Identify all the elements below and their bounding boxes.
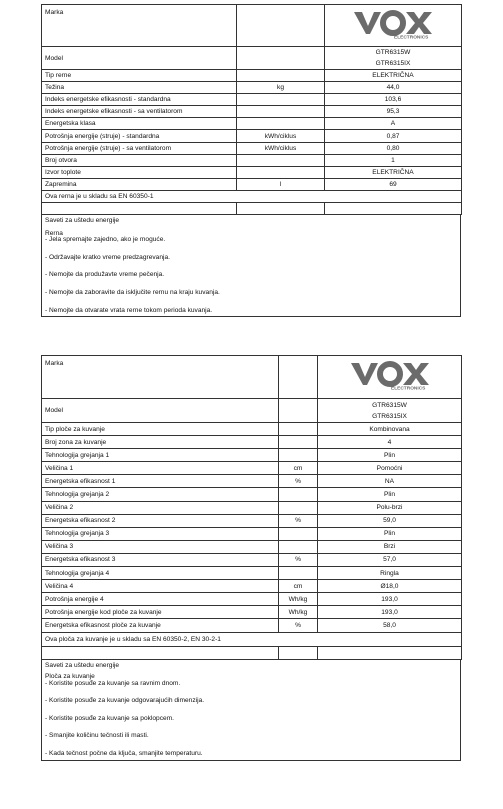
hob-spec-table xyxy=(41,355,462,660)
spec-label: Indeks energetske efikasnosti - sa ventilatorom xyxy=(42,106,237,118)
spec-value: ELEKTRIČNA xyxy=(325,70,462,82)
spec-row xyxy=(42,475,462,488)
spec-label: Energetska klasa xyxy=(42,118,237,130)
tips-title: Saveti za uštedu energije xyxy=(45,216,120,224)
spec-unit xyxy=(237,94,325,106)
spec-label: Veličina 3 xyxy=(42,540,279,553)
spec-row xyxy=(42,488,462,501)
spec-label: Broj otvora xyxy=(42,154,237,166)
spec-unit xyxy=(237,106,325,118)
brand-row xyxy=(42,356,462,399)
model-label: Model xyxy=(42,47,237,70)
spec-label: Energetska efikasnost 3 xyxy=(42,553,279,566)
spec-label: Tip ploče za kuvanje xyxy=(42,423,279,436)
spec-unit xyxy=(279,488,318,501)
spec-value: Plin xyxy=(318,527,462,540)
model-2: GTR6315IX xyxy=(375,60,411,67)
spec-unit: Wh/kg xyxy=(279,606,318,619)
standard-row xyxy=(42,190,462,202)
spec-value: Ringla xyxy=(318,567,462,580)
vox-logo xyxy=(321,360,458,390)
spec-row xyxy=(42,593,462,606)
spec-label: Energetska efikasnost ploče za kuvanje xyxy=(42,619,279,632)
spec-row xyxy=(42,142,462,154)
spec-value: 103,6 xyxy=(325,94,462,106)
spec-label: Potrošnja energije (struje) - standardna xyxy=(42,130,237,142)
tip-item: - Nemojte da zaboravite da isključite rernu na kraju kuvanja. xyxy=(45,288,220,296)
brand-label: Marka xyxy=(42,356,279,399)
tip-item: - Nemojte da otvarate vrata rerne tokom perioda kuvanja. xyxy=(45,306,213,314)
spec-value: Plin xyxy=(318,449,462,462)
standard-row xyxy=(42,632,462,646)
brand-logo-cell xyxy=(318,356,462,399)
model-1: GTR6315W xyxy=(375,49,411,56)
spec-unit: kWh/ciklus xyxy=(237,142,325,154)
spec-label: Izvor toplote xyxy=(42,166,237,178)
spec-value: 193,0 xyxy=(318,593,462,606)
standard-note: Ova rerna je u skladu sa EN 60350-1 xyxy=(42,190,462,202)
tips-subtitle: Rerna xyxy=(45,229,63,237)
spec-unit xyxy=(237,154,325,166)
spec-label: Indeks energetske efikasnosti - standardna xyxy=(42,94,237,106)
spec-unit: % xyxy=(279,475,318,488)
spec-row xyxy=(42,70,462,82)
spec-row xyxy=(42,501,462,514)
spec-row xyxy=(42,606,462,619)
svg-text:ELECTRONICS: ELECTRONICS xyxy=(390,386,425,390)
spec-row xyxy=(42,130,462,142)
spec-label: Zapremina xyxy=(42,178,237,190)
model-row xyxy=(42,47,462,70)
spec-label: Energetska efikasnost 2 xyxy=(42,514,279,527)
tip-item: - Koristite posuđe za kuvanje odgovarajućih dimenzija. xyxy=(45,697,205,705)
spec-unit xyxy=(279,567,318,580)
oven-sheet xyxy=(41,4,461,317)
hob-tips-box xyxy=(41,660,461,761)
spec-row xyxy=(42,106,462,118)
brand-logo-cell xyxy=(325,5,462,47)
brand-label: Marka xyxy=(42,5,237,47)
spec-row xyxy=(42,118,462,130)
spec-unit: l xyxy=(237,178,325,190)
model-1: GTR6315W xyxy=(372,401,407,409)
svg-text:ELECTRONICS: ELECTRONICS xyxy=(394,35,429,39)
brand-row xyxy=(42,5,462,47)
spec-value: Kombinovana xyxy=(318,423,462,436)
spec-value: Polu-brzi xyxy=(318,501,462,514)
spec-value: 44,0 xyxy=(325,82,462,94)
oven-tips-box xyxy=(41,215,461,317)
spec-label: Potrošnja energije kod ploče za kuvanje xyxy=(42,606,279,619)
spec-value: Ø18,0 xyxy=(318,580,462,593)
spec-unit: cm xyxy=(279,580,318,593)
spec-label: Veličina 2 xyxy=(42,501,279,514)
spec-row xyxy=(42,449,462,462)
spec-value: NA xyxy=(318,475,462,488)
spec-unit: cm xyxy=(279,462,318,475)
spec-value: Plin xyxy=(318,488,462,501)
model-2: GTR6315IX xyxy=(372,412,407,420)
spec-label: Energetska efikasnost 1 xyxy=(42,475,279,488)
spec-value: 4 xyxy=(318,436,462,449)
model-label: Model xyxy=(42,399,279,423)
spec-unit xyxy=(279,423,318,436)
tip-item: - Kada tečnost počne da ključa, smanjite temperaturu. xyxy=(45,750,203,758)
spec-value: ELEKTRIČNA xyxy=(325,166,462,178)
model-values xyxy=(318,399,462,423)
spec-row xyxy=(42,553,462,566)
spec-value: Pomoćni xyxy=(318,462,462,475)
vox-logo xyxy=(328,9,458,39)
spec-value: 1 xyxy=(325,154,462,166)
tip-item: - Nemojte da produžavte vreme pečenja. xyxy=(45,271,165,279)
spec-label: Broj zona za kuvanje xyxy=(42,436,279,449)
tip-item: - Koristite posuđe za kuvanje sa ravnim dnom. xyxy=(45,679,181,687)
spec-value: A xyxy=(325,118,462,130)
spec-unit xyxy=(279,436,318,449)
spec-label: Veličina 4 xyxy=(42,580,279,593)
spec-row xyxy=(42,580,462,593)
spec-unit xyxy=(279,501,318,514)
spec-label: Tehnologija grejanja 2 xyxy=(42,488,279,501)
spec-value: Brzi xyxy=(318,540,462,553)
spec-row xyxy=(42,178,462,190)
spec-unit xyxy=(237,118,325,130)
spec-unit: % xyxy=(279,619,318,632)
spec-row xyxy=(42,567,462,580)
tip-item: - Jela spremajte zajedno, ako je moguće. xyxy=(45,236,166,244)
spec-unit: Wh/kg xyxy=(279,593,318,606)
tip-item: - Koristite posuđe za kuvanje sa poklopcem. xyxy=(45,714,175,722)
spec-row xyxy=(42,154,462,166)
spec-unit xyxy=(237,70,325,82)
hob-sheet xyxy=(41,355,461,761)
spec-unit xyxy=(279,540,318,553)
spec-unit: kWh/ciklus xyxy=(237,130,325,142)
spec-value: 0,87 xyxy=(325,130,462,142)
spec-label: Tehnologija grejanja 4 xyxy=(42,567,279,580)
oven-spec-table xyxy=(41,4,462,215)
spec-label: Veličina 1 xyxy=(42,462,279,475)
spec-row xyxy=(42,527,462,540)
spec-value: 59,0 xyxy=(318,514,462,527)
spec-value: 57,0 xyxy=(318,553,462,566)
spec-value: 193,0 xyxy=(318,606,462,619)
spec-value: 95,3 xyxy=(325,106,462,118)
model-values xyxy=(325,47,462,70)
spec-row xyxy=(42,94,462,106)
tips-subtitle: Ploča za kuvanje xyxy=(45,673,95,681)
spacer-row xyxy=(42,202,462,214)
spec-unit xyxy=(279,527,318,540)
spec-label: Tip rerne xyxy=(42,70,237,82)
spec-label: Tehnologija grejanja 1 xyxy=(42,449,279,462)
spec-unit: % xyxy=(279,514,318,527)
spec-row xyxy=(42,436,462,449)
spec-row xyxy=(42,166,462,178)
spec-value: 69 xyxy=(325,178,462,190)
spec-unit: % xyxy=(279,553,318,566)
vox-logo-mark xyxy=(348,9,438,39)
spec-row xyxy=(42,82,462,94)
tips-title: Saveti za uštedu energije xyxy=(45,661,120,669)
spec-row xyxy=(42,540,462,553)
spec-unit xyxy=(237,166,325,178)
tip-item: - Održavajte kratko vreme predzagrevanja. xyxy=(45,253,170,261)
spec-row xyxy=(42,619,462,632)
spacer-row xyxy=(42,646,462,659)
standard-note: Ova ploča za kuvanje je u skladu sa EN 60350-2, EN 30-2-1 xyxy=(42,632,462,646)
spec-value: 58,0 xyxy=(318,619,462,632)
spec-row xyxy=(42,423,462,436)
spec-value: 0,80 xyxy=(325,142,462,154)
spec-unit: kg xyxy=(237,82,325,94)
vox-logo-mark xyxy=(345,360,435,390)
spec-label: Tehnologija grejanja 3 xyxy=(42,527,279,540)
spec-label: Težina xyxy=(42,82,237,94)
model-row xyxy=(42,399,462,423)
spec-row xyxy=(42,514,462,527)
spec-row xyxy=(42,462,462,475)
tip-item: - Smanjite količinu tečnosti ili masti. xyxy=(45,732,149,740)
spec-label: Potrošnja energije 4 xyxy=(42,593,279,606)
spec-unit xyxy=(279,449,318,462)
spec-label: Potrošnja energije (struje) - sa ventilatorom xyxy=(42,142,237,154)
